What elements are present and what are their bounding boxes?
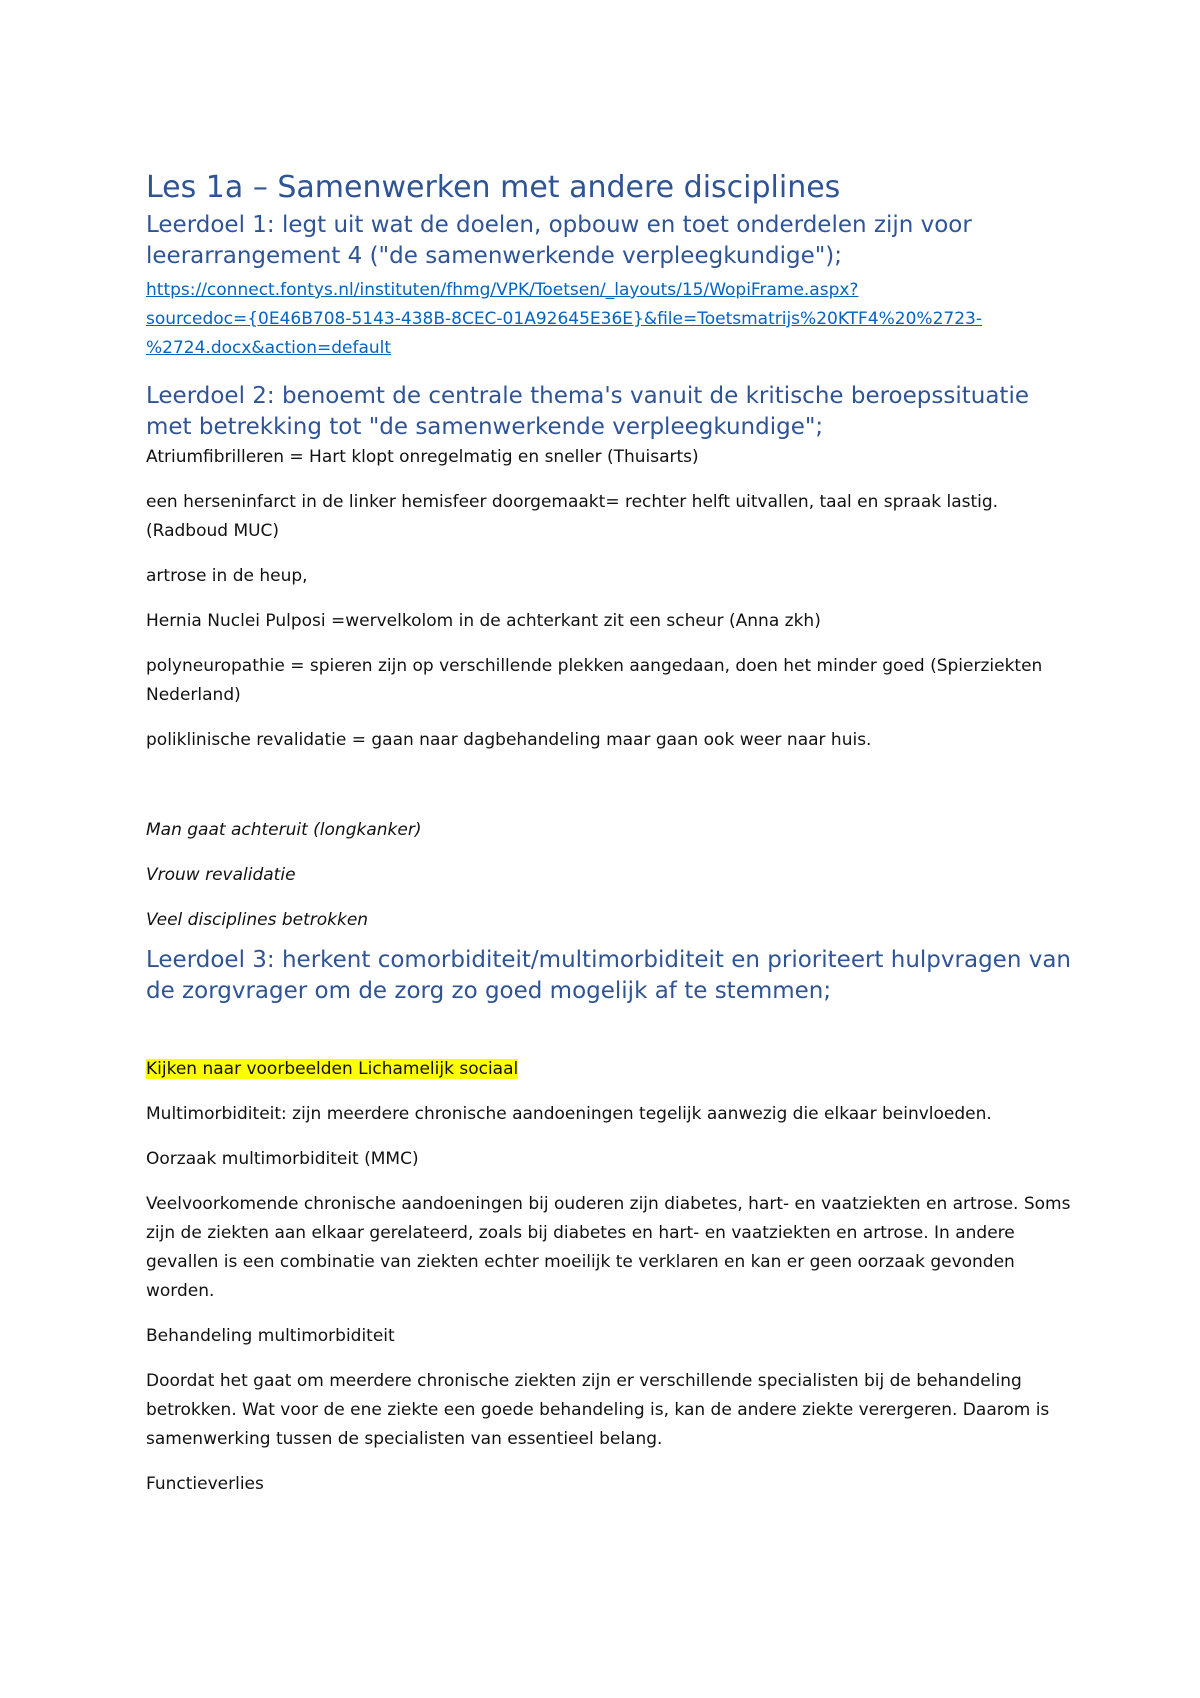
link-line-2[interactable]: sourcedoc={0E46B708-5143-438B-8CEC-01A92645E36E}&file=Toetsmatrijs%20KTF4%20%2723- (146, 309, 982, 329)
italic-line-disciplines: Veel disciplines betrokken (146, 910, 369, 930)
paragraph-multimorbiditeit: Multimorbiditeit: zijn meerdere chronische aandoeningen tegelijk aanwezig die elkaar beinvloeden. (146, 1104, 992, 1124)
italic-line-longkanker: Man gaat achteruit (longkanker) (146, 820, 422, 840)
leerdoel-3-heading: Leerdoel 3: herkent comorbiditeit/multimorbiditeit en prioriteert hulpvragen van de zorgvrager om de zorg zo goed mogelijk af te stemmen; (146, 947, 1071, 1004)
leerdoel-1-heading: Leerdoel 1: legt uit wat de doelen, opbouw en toet onderdelen zijn voor leerarrangement 4 ("de samenwerkende verpleegkundige"); (146, 212, 972, 269)
paragraph-artrose: artrose in de heup, (146, 566, 308, 586)
paragraph-veelvoorkomende: Veelvoorkomende chronische aandoeningen bij ouderen zijn diabetes, hart- en vaatziekten en artrose. Soms zijn de ziekten aan elkaar gerelateerd, zoals bij diabetes en hart- en vaatziekten en artrose. In andere gevallen is een combinatie van ziekten echter moeilijk te verklaren en kan er geen oorzaak gevonden worden. (146, 1194, 1071, 1301)
link-line-1[interactable]: https://connect.fontys.nl/instituten/fhmg/VPK/Toetsen/_layouts/15/WopiFrame.aspx? (146, 280, 859, 300)
document-title: Les 1a – Samenwerken met andere disciplines (146, 170, 841, 205)
paragraph-revalidatie: poliklinische revalidatie = gaan naar dagbehandeling maar gaan ook weer naar huis. (146, 730, 872, 750)
toetsmatrijs-link[interactable] (146, 276, 1071, 363)
highlighted-line (146, 1055, 1071, 1084)
leerdoel-2-heading: Leerdoel 2: benoemt de centrale thema's vanuit de kritische beroepssituatie met betrekking tot "de samenwerkende verpleegkundige"; (146, 383, 1029, 440)
paragraph-oorzaak-heading: Oorzaak multimorbiditeit (MMC) (146, 1149, 419, 1169)
paragraph-functieverlies: Functieverlies (146, 1474, 264, 1494)
document-content (146, 170, 1071, 1499)
paragraph-doordat: Doordat het gaat om meerdere chronische ziekten zijn er verschillende specialisten bij de behandeling betrokken. Wat voor de ene ziekte een goede behandeling is, kan de andere ziekte verergeren. Daarom is samenwerking tussen de specialisten van essentieel belang. (146, 1371, 1050, 1449)
highlight-text: Kijken naar voorbeelden Lichamelijk sociaal (146, 1059, 519, 1079)
link-line-3[interactable]: %2724.docx&action=default (146, 338, 392, 358)
paragraph-herseninfarct: een herseninfarct in de linker hemisfeer doorgemaakt= rechter helft uitvallen, taal en spraak lastig. (Radboud MUC) (146, 492, 999, 541)
paragraph-hernia: Hernia Nuclei Pulposi =wervelkolom in de achterkant zit een scheur (Anna zkh) (146, 611, 821, 631)
paragraph-polyneuropathie: polyneuropathie = spieren zijn op verschillende plekken aangedaan, doen het minder goed (Spierziekten Nederland) (146, 656, 1043, 705)
paragraph-behandeling-heading: Behandeling multimorbiditeit (146, 1326, 395, 1346)
italic-line-revalidatie: Vrouw revalidatie (146, 865, 296, 885)
paragraph-atriumfibrilleren: Atriumfibrilleren = Hart klopt onregelmatig en sneller (Thuisarts) (146, 447, 699, 467)
